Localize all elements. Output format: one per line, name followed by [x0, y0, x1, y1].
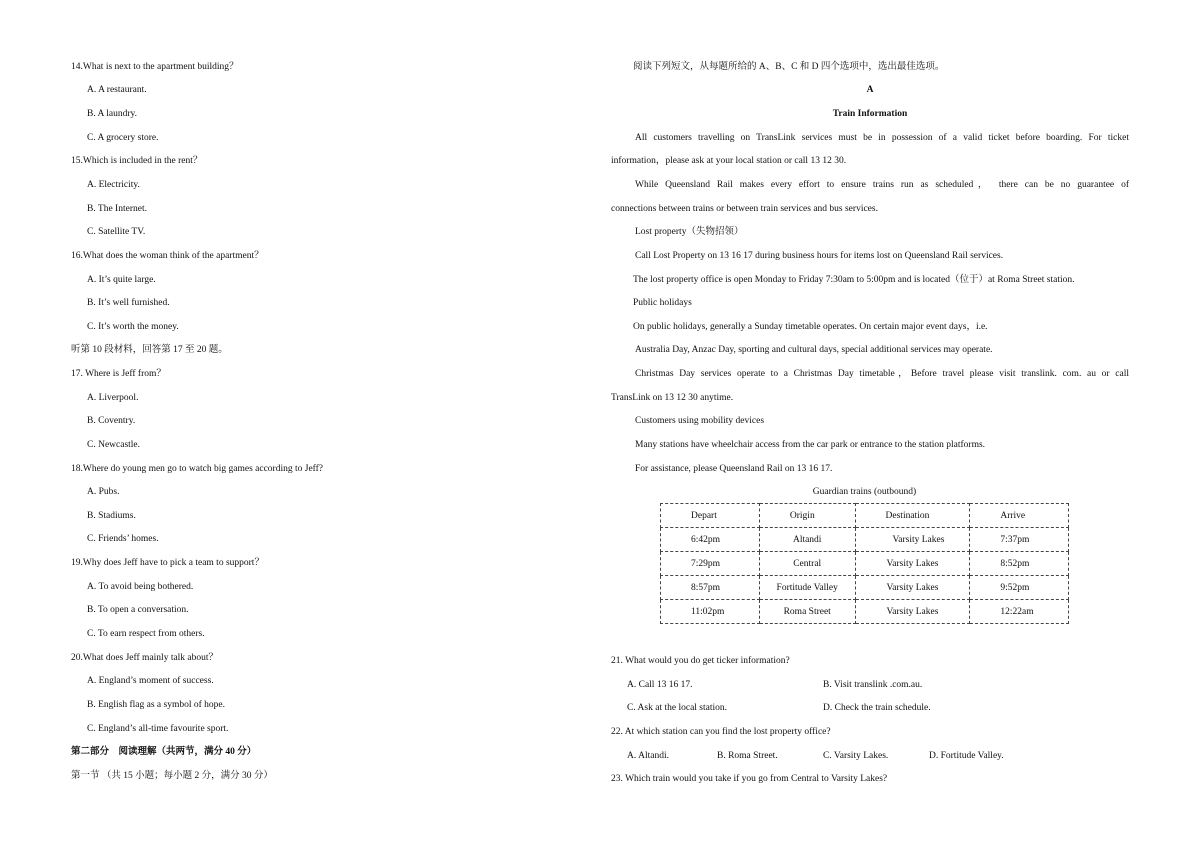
destination-cell: Varsity Lakes [855, 600, 970, 624]
q21-option-a: A. Call 13 16 17. [627, 680, 693, 690]
table-row [661, 552, 1069, 576]
arrive-cell: 7:37pm [970, 528, 1069, 552]
train-timetable [660, 503, 1069, 624]
q21-stem: 21. What would you do get ticker information? [611, 656, 790, 666]
timetable-caption: Guardian trains (outbound) [812, 487, 917, 497]
q19-stem: 19.Why does Jeff have to pick a team to support？ [71, 558, 264, 568]
destination-cell: Varsity Lakes [855, 528, 970, 552]
q23-stem: 23. Which train would you take if you go from Central to Varsity Lakes? [611, 774, 888, 784]
depart-cell: 11:02pm [661, 600, 760, 624]
q20-option-b: B. English flag as a symbol of hope. [87, 700, 225, 710]
destination-cell: Varsity Lakes [855, 576, 970, 600]
paragraph-1-line-1: All customers travelling on TransLink services must be in possession of a valid ticket before boarding. For ticket [635, 133, 1129, 143]
public-holidays-line-2: Australia Day, Anzac Day, sporting and cultural days, special additional services may operate. [635, 345, 993, 355]
q18-option-c: C. Friends’ homes. [87, 534, 159, 544]
q14-option-c: C. A grocery store. [87, 133, 159, 143]
q19-option-a: A. To avoid being bothered. [87, 582, 194, 592]
table-row [661, 576, 1069, 600]
public-holidays-heading: Public holidays [633, 298, 692, 308]
depart-cell: 8:57pm [661, 576, 760, 600]
q19-option-b: B. To open a conversation. [87, 605, 189, 615]
paragraph-2-line-2: connections between trains or between train services and bus services. [611, 204, 878, 214]
header-origin: Origin [759, 504, 855, 528]
lost-property-line-2: The lost property office is open Monday to Friday 7:30am to 5:00pm and is located（位于）at Roma Street station. [633, 275, 1075, 285]
q17-stem: 17. Where is Jeff from？ [71, 369, 166, 379]
q15-option-a: A. Electricity. [87, 180, 140, 190]
q16-stem: 16.What does the woman think of the apartment？ [71, 251, 264, 261]
q16-option-a: A. It’s quite large. [87, 275, 156, 285]
table-row [661, 528, 1069, 552]
paragraph-1-line-2: information，please ask at your local station or call 13 12 30. [611, 156, 847, 166]
q16-option-b: B. It’s well furnished. [87, 298, 170, 308]
reading-directions: 阅读下列短文，从每题所给的 A、B、C 和 D 四个选项中，选出最佳选项。 [633, 62, 945, 72]
q17-option-a: A. Liverpool. [87, 393, 139, 403]
q17-option-b: B. Coventry. [87, 416, 136, 426]
q20-stem: 20.What does Jeff mainly talk about？ [71, 653, 219, 663]
header-arrive: Arrive [970, 504, 1069, 528]
q21-option-c: C. Ask at the local station. [627, 703, 728, 713]
q15-option-c: C. Satellite TV. [87, 227, 146, 237]
origin-cell: Roma Street [759, 600, 855, 624]
passage-title: Train Information [832, 109, 908, 119]
arrive-cell: 8:52pm [970, 552, 1069, 576]
q18-stem: 18.Where do young men go to watch big games according to Jeff? [71, 464, 324, 474]
passage-letter: A [866, 85, 874, 95]
christmas-line-2: TransLink on 13 12 30 anytime. [611, 393, 734, 403]
q17-option-c: C. Newcastle. [87, 440, 141, 450]
q20-option-c: C. England’s all-time favourite sport. [87, 724, 229, 734]
timetable-header-row [661, 504, 1069, 528]
lost-property-heading: Lost property（失物招领） [635, 227, 744, 237]
q22-stem: 22. At which station can you find the lost property office? [611, 727, 831, 737]
table-row [661, 600, 1069, 624]
q20-option-a: A. England’s moment of success. [87, 676, 214, 686]
origin-cell: Altandi [759, 528, 855, 552]
arrive-cell: 12:22am [970, 600, 1069, 624]
q22-option-d: D. Fortitude Valley. [929, 751, 1004, 761]
origin-cell: Fortitude Valley [759, 576, 855, 600]
q19-option-c: C. To earn respect from others. [87, 629, 205, 639]
depart-cell: 6:42pm [661, 528, 760, 552]
destination-cell: Varsity Lakes [855, 552, 970, 576]
origin-cell: Central [759, 552, 855, 576]
listening-instruction: 听第 10 段材料，回答第 17 至 20 题。 [71, 345, 228, 355]
q21-option-d: D. Check the train schedule. [823, 703, 931, 713]
section-one-heading: 第一节 （共 15 小题；每小题 2 分，满分 30 分） [71, 771, 273, 781]
q16-option-c: C. It’s worth the money. [87, 322, 179, 332]
q14-stem: 14.What is next to the apartment building？ [71, 62, 239, 72]
mobility-line-1: Many stations have wheelchair access from the car park or entrance to the station platforms. [635, 440, 986, 450]
q18-option-b: B. Stadiums. [87, 511, 136, 521]
q22-option-c: C. Varsity Lakes. [823, 751, 889, 761]
part-two-heading: 第二部分 阅读理解（共两节，满分 40 分） [71, 747, 257, 757]
mobility-line-2: For assistance, please Queensland Rail on 13 16 17. [635, 464, 833, 474]
header-depart: Depart [661, 504, 760, 528]
mobility-heading: Customers using mobility devices [635, 416, 765, 426]
q18-option-a: A. Pubs. [87, 487, 120, 497]
q14-option-a: A. A restaurant. [87, 85, 147, 95]
q15-stem: 15.Which is included in the rent？ [71, 156, 203, 166]
lost-property-line-1: Call Lost Property on 13 16 17 during business hours for items lost on Queensland Rail services. [635, 251, 1004, 261]
q22-option-a: A. Altandi. [627, 751, 669, 761]
q21-option-b: B. Visit translink .com.au. [823, 680, 923, 690]
christmas-line-1: Christmas Day services operate to a Christmas Day timetable，Before travel please visit translink. com. au or call [635, 369, 1129, 379]
paragraph-2-line-1: While Queensland Rail makes every effort to ensure trains run as scheduled， there can be no guarantee of [635, 180, 1129, 190]
q15-option-b: B. The Internet. [87, 204, 147, 214]
arrive-cell: 9:52pm [970, 576, 1069, 600]
q22-option-b: B. Roma Street. [717, 751, 778, 761]
public-holidays-line-1: On public holidays, generally a Sunday timetable operates. On certain major event days，i.e. [633, 322, 988, 332]
depart-cell: 7:29pm [661, 552, 760, 576]
header-destination: Destination [855, 504, 970, 528]
q14-option-b: B. A laundry. [87, 109, 138, 119]
